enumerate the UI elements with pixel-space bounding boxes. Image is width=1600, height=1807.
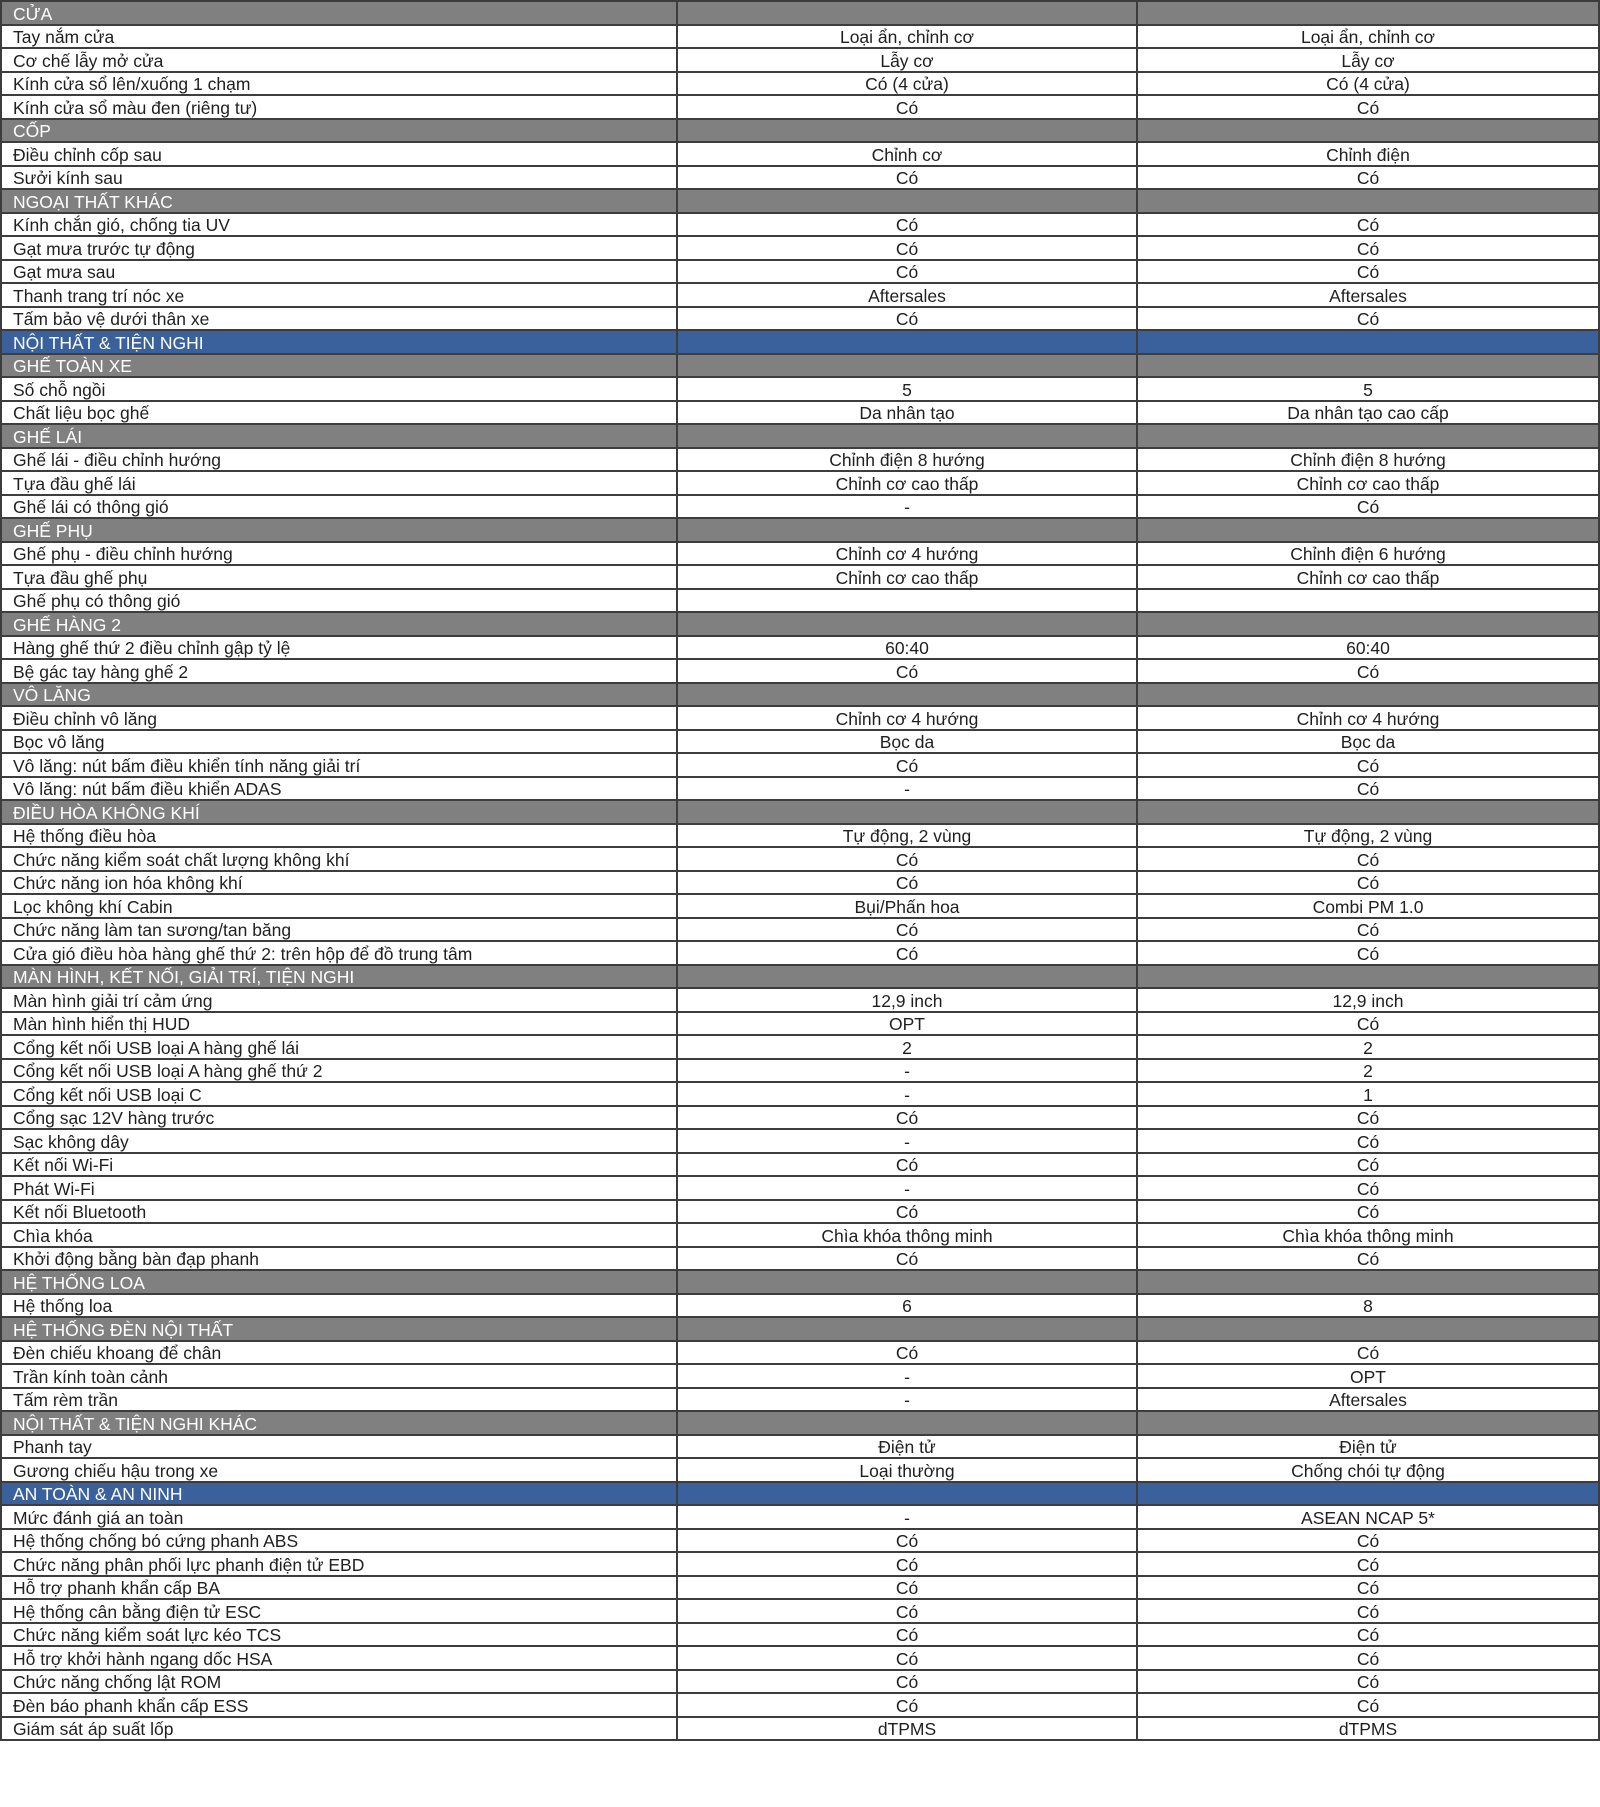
spec-value-col1: Có	[677, 1153, 1137, 1177]
spec-row	[1, 48, 1599, 72]
spec-table-body	[1, 1, 1599, 1740]
spec-value-col2: Có	[1137, 847, 1599, 871]
section-header	[1, 1411, 1599, 1435]
spec-label: Kính cửa sổ màu đen (riêng tư)	[1, 95, 677, 119]
section-title: GHẾ PHỤ	[1, 518, 677, 542]
spec-value-col2: Có	[1137, 918, 1599, 942]
spec-row	[1, 1176, 1599, 1200]
spec-value-col1: Loại ẩn, chỉnh cơ	[677, 25, 1137, 49]
spec-value-col2: Có	[1137, 1693, 1599, 1717]
spec-value-col2: 5	[1137, 377, 1599, 401]
spec-value-col2: Có	[1137, 307, 1599, 331]
spec-value-col2: Lẫy cơ	[1137, 48, 1599, 72]
spec-row	[1, 495, 1599, 519]
spec-value-col2: Chống chói tự động	[1137, 1458, 1599, 1482]
spec-value-col2: Có	[1137, 1200, 1599, 1224]
section-fill-cell	[677, 683, 1137, 707]
section-title: NỘI THẤT & TIỆN NGHI KHÁC	[1, 1411, 677, 1435]
section-header	[1, 1317, 1599, 1341]
spec-label: Kính cửa sổ lên/xuống 1 chạm	[1, 72, 677, 96]
spec-row	[1, 824, 1599, 848]
spec-label: Chức năng kiểm soát chất lượng không khí	[1, 847, 677, 871]
spec-label: Hệ thống điều hòa	[1, 824, 677, 848]
section-title: VÔ LĂNG	[1, 683, 677, 707]
spec-value-col1: Có	[677, 1576, 1137, 1600]
spec-value-col1: Có	[677, 1599, 1137, 1623]
spec-value-col2: Có	[1137, 1153, 1599, 1177]
spec-label: Vô lăng: nút bấm điều khiển ADAS	[1, 777, 677, 801]
spec-label: Chất liệu bọc ghế	[1, 401, 677, 425]
spec-label: Hàng ghế thứ 2 điều chỉnh gập tỷ lệ	[1, 636, 677, 660]
spec-value-col1: -	[677, 1388, 1137, 1412]
spec-value-col2: Có	[1137, 95, 1599, 119]
spec-value-col1: Có	[677, 753, 1137, 777]
spec-label: Chức năng kiểm soát lực kéo TCS	[1, 1623, 677, 1647]
spec-row	[1, 25, 1599, 49]
spec-row	[1, 636, 1599, 660]
spec-value-col2: ASEAN NCAP 5*	[1137, 1505, 1599, 1529]
spec-row	[1, 72, 1599, 96]
spec-value-col2: Có	[1137, 1552, 1599, 1576]
section-header	[1, 800, 1599, 824]
spec-label: Phanh tay	[1, 1435, 677, 1459]
spec-value-col2: Combi PM 1.0	[1137, 894, 1599, 918]
spec-row	[1, 589, 1599, 613]
spec-value-col1: OPT	[677, 1012, 1137, 1036]
section-fill-cell	[677, 1317, 1137, 1341]
spec-value-col2: 60:40	[1137, 636, 1599, 660]
spec-label: Tấm bảo vệ dưới thân xe	[1, 307, 677, 331]
spec-value-col1: Bọc da	[677, 730, 1137, 754]
spec-value-col2: 2	[1137, 1059, 1599, 1083]
spec-label: Hệ thống loa	[1, 1294, 677, 1318]
spec-label: Kính chắn gió, chống tia UV	[1, 213, 677, 237]
spec-row	[1, 448, 1599, 472]
spec-label: Tấm rèm trần	[1, 1388, 677, 1412]
spec-label: Gương chiếu hậu trong xe	[1, 1458, 677, 1482]
spec-value-col1: Chỉnh cơ cao thấp	[677, 565, 1137, 589]
spec-value-col1: -	[677, 777, 1137, 801]
section-header	[1, 119, 1599, 143]
section-fill-cell	[677, 424, 1137, 448]
spec-label: Hỗ trợ phanh khẩn cấp BA	[1, 1576, 677, 1600]
section-header	[1, 518, 1599, 542]
spec-row	[1, 1294, 1599, 1318]
spec-label: Cổng sạc 12V hàng trước	[1, 1106, 677, 1130]
spec-value-col1: 2	[677, 1035, 1137, 1059]
spec-label: Điều chỉnh cốp sau	[1, 142, 677, 166]
spec-value-col2: Bọc da	[1137, 730, 1599, 754]
spec-value-col2: Loại ẩn, chỉnh cơ	[1137, 25, 1599, 49]
spec-label: Tựa đầu ghế lái	[1, 471, 677, 495]
spec-row	[1, 1693, 1599, 1717]
spec-label: Trần kính toàn cảnh	[1, 1364, 677, 1388]
spec-row	[1, 871, 1599, 895]
spec-label: Cổng kết nối USB loại A hàng ghế lái	[1, 1035, 677, 1059]
spec-value-col2: Tự động, 2 vùng	[1137, 824, 1599, 848]
spec-row	[1, 659, 1599, 683]
section-fill-cell	[677, 612, 1137, 636]
spec-label: Chức năng phân phối lực phanh điện tử EBD	[1, 1552, 677, 1576]
spec-row	[1, 260, 1599, 284]
spec-label: Chức năng chống lật ROM	[1, 1670, 677, 1694]
spec-row	[1, 1576, 1599, 1600]
spec-value-col1: -	[677, 495, 1137, 519]
spec-row	[1, 988, 1599, 1012]
spec-value-col2: Có	[1137, 753, 1599, 777]
spec-value-col1: 6	[677, 1294, 1137, 1318]
spec-value-col1: Bụi/Phấn hoa	[677, 894, 1137, 918]
spec-value-col2: Có (4 cửa)	[1137, 72, 1599, 96]
spec-label: Sưởi kính sau	[1, 166, 677, 190]
section-fill-cell	[677, 1411, 1137, 1435]
section-header	[1, 354, 1599, 378]
spec-row	[1, 1364, 1599, 1388]
spec-value-col1: Điện tử	[677, 1435, 1137, 1459]
spec-value-col2: 8	[1137, 1294, 1599, 1318]
spec-row	[1, 1129, 1599, 1153]
spec-row	[1, 1717, 1599, 1741]
spec-value-col1: Có	[677, 871, 1137, 895]
spec-row	[1, 1599, 1599, 1623]
spec-row	[1, 730, 1599, 754]
section-fill-cell	[1137, 1270, 1599, 1294]
spec-row	[1, 1223, 1599, 1247]
spec-value-col1: Da nhân tạo	[677, 401, 1137, 425]
section-title: HỆ THỐNG ĐÈN NỘI THẤT	[1, 1317, 677, 1341]
spec-value-col2: Có	[1137, 495, 1599, 519]
spec-value-col1: Lẫy cơ	[677, 48, 1137, 72]
spec-value-col2: Có	[1137, 1623, 1599, 1647]
spec-value-col1: Tự động, 2 vùng	[677, 824, 1137, 848]
section-header	[1, 1, 1599, 25]
spec-value-col2: Chỉnh cơ cao thấp	[1137, 565, 1599, 589]
spec-row	[1, 1106, 1599, 1130]
section-header	[1, 1270, 1599, 1294]
spec-label: Giám sát áp suất lốp	[1, 1717, 677, 1741]
section-header	[1, 612, 1599, 636]
section-header	[1, 189, 1599, 213]
section-fill-cell	[1137, 1411, 1599, 1435]
spec-value-col1: Có	[677, 1200, 1137, 1224]
spec-value-col1: Loại thường	[677, 1458, 1137, 1482]
section-fill-cell	[677, 800, 1137, 824]
spec-row	[1, 1529, 1599, 1553]
spec-label: Hỗ trợ khởi hành ngang dốc HSA	[1, 1646, 677, 1670]
section-header	[1, 424, 1599, 448]
spec-value-col1: Có	[677, 918, 1137, 942]
spec-row	[1, 471, 1599, 495]
spec-value-col2: Da nhân tạo cao cấp	[1137, 401, 1599, 425]
spec-row	[1, 1552, 1599, 1576]
major-section-header	[1, 330, 1599, 354]
spec-label: Tay nắm cửa	[1, 25, 677, 49]
spec-label: Ghế phụ - điều chỉnh hướng	[1, 542, 677, 566]
spec-value-col1: Có	[677, 1106, 1137, 1130]
spec-value-col1: Có	[677, 236, 1137, 260]
spec-row	[1, 1035, 1599, 1059]
major-section-header	[1, 1482, 1599, 1506]
spec-row	[1, 941, 1599, 965]
spec-row	[1, 377, 1599, 401]
section-title: ĐIỀU HÒA KHÔNG KHÍ	[1, 800, 677, 824]
section-header	[1, 683, 1599, 707]
spec-value-col1: Có	[677, 1341, 1137, 1365]
spec-value-col1: Có	[677, 260, 1137, 284]
spec-row	[1, 753, 1599, 777]
spec-value-col2: dTPMS	[1137, 1717, 1599, 1741]
spec-label: Cổng kết nối USB loại A hàng ghế thứ 2	[1, 1059, 677, 1083]
section-fill-cell	[677, 965, 1137, 989]
spec-label: Thanh trang trí nóc xe	[1, 283, 677, 307]
spec-value-col2: OPT	[1137, 1364, 1599, 1388]
spec-value-col2: Có	[1137, 871, 1599, 895]
spec-row	[1, 918, 1599, 942]
section-title: CỬA	[1, 1, 677, 25]
spec-label: Hệ thống chống bó cứng phanh ABS	[1, 1529, 677, 1553]
spec-value-col2: Aftersales	[1137, 1388, 1599, 1412]
spec-value-col1: -	[677, 1129, 1137, 1153]
spec-value-col2: Có	[1137, 236, 1599, 260]
spec-value-col2: Có	[1137, 1576, 1599, 1600]
spec-row	[1, 1012, 1599, 1036]
spec-value-col1: Có	[677, 95, 1137, 119]
spec-value-col1: Có	[677, 1646, 1137, 1670]
spec-row	[1, 401, 1599, 425]
spec-label: Kết nối Bluetooth	[1, 1200, 677, 1224]
spec-value-col2: Có	[1137, 1599, 1599, 1623]
spec-row	[1, 1388, 1599, 1412]
spec-value-col1: Có	[677, 1529, 1137, 1553]
section-fill-cell	[677, 1, 1137, 25]
spec-row	[1, 307, 1599, 331]
spec-value-col2	[1137, 589, 1599, 613]
section-title: GHẾ HÀNG 2	[1, 612, 677, 636]
spec-row	[1, 894, 1599, 918]
spec-value-col1: Có	[677, 847, 1137, 871]
spec-value-col1: 12,9 inch	[677, 988, 1137, 1012]
section-fill-cell	[1137, 119, 1599, 143]
spec-value-col2: Điện tử	[1137, 1435, 1599, 1459]
spec-value-col1: Chỉnh cơ 4 hướng	[677, 542, 1137, 566]
spec-row	[1, 1458, 1599, 1482]
section-fill-cell	[677, 354, 1137, 378]
spec-row	[1, 1082, 1599, 1106]
section-fill-cell	[1137, 800, 1599, 824]
spec-label: Mức đánh giá an toàn	[1, 1505, 677, 1529]
spec-label: Tựa đầu ghế phụ	[1, 565, 677, 589]
spec-row	[1, 1341, 1599, 1365]
spec-row	[1, 542, 1599, 566]
spec-row	[1, 1200, 1599, 1224]
spec-value-col1: Chỉnh điện 8 hướng	[677, 448, 1137, 472]
section-fill-cell	[1137, 424, 1599, 448]
spec-label: Ghế lái có thông gió	[1, 495, 677, 519]
spec-label: Gạt mưa sau	[1, 260, 677, 284]
spec-value-col1: 5	[677, 377, 1137, 401]
section-title: GHẾ LÁI	[1, 424, 677, 448]
spec-row	[1, 565, 1599, 589]
section-title: NGOẠI THẤT KHÁC	[1, 189, 677, 213]
section-fill-cell	[1137, 189, 1599, 213]
spec-value-col1: 60:40	[677, 636, 1137, 660]
spec-value-col2: Chỉnh điện 8 hướng	[1137, 448, 1599, 472]
spec-value-col2: Có	[1137, 260, 1599, 284]
section-fill-cell	[677, 330, 1137, 354]
spec-value-col2: Có	[1137, 1012, 1599, 1036]
section-title: NỘI THẤT & TIỆN NGHI	[1, 330, 677, 354]
spec-row	[1, 1059, 1599, 1083]
spec-row	[1, 142, 1599, 166]
spec-label: Điều chỉnh vô lăng	[1, 706, 677, 730]
spec-value-col2: Chỉnh cơ 4 hướng	[1137, 706, 1599, 730]
spec-value-col1: -	[677, 1505, 1137, 1529]
spec-value-col1: Có	[677, 166, 1137, 190]
spec-row	[1, 95, 1599, 119]
spec-label: Cổng kết nối USB loại C	[1, 1082, 677, 1106]
spec-value-col1: -	[677, 1059, 1137, 1083]
spec-value-col1: Chỉnh cơ 4 hướng	[677, 706, 1137, 730]
spec-value-col1: dTPMS	[677, 1717, 1137, 1741]
spec-value-col1: Có	[677, 1552, 1137, 1576]
spec-label: Màn hình hiển thị HUD	[1, 1012, 677, 1036]
spec-label: Chìa khóa	[1, 1223, 677, 1247]
spec-value-col2: Có	[1137, 1129, 1599, 1153]
spec-label: Ghế lái - điều chỉnh hướng	[1, 448, 677, 472]
spec-value-col1	[677, 589, 1137, 613]
spec-label: Cơ chế lẫy mở cửa	[1, 48, 677, 72]
spec-row	[1, 777, 1599, 801]
spec-label: Bệ gác tay hàng ghế 2	[1, 659, 677, 683]
spec-label: Sạc không dây	[1, 1129, 677, 1153]
spec-value-col2: Có	[1137, 1670, 1599, 1694]
spec-label: Ghế phụ có thông gió	[1, 589, 677, 613]
spec-label: Số chỗ ngồi	[1, 377, 677, 401]
spec-value-col1: Có	[677, 1623, 1137, 1647]
spec-value-col1: Có	[677, 941, 1137, 965]
spec-row	[1, 1435, 1599, 1459]
spec-value-col1: Có	[677, 1693, 1137, 1717]
spec-row	[1, 1247, 1599, 1271]
section-fill-cell	[677, 1482, 1137, 1506]
spec-value-col1: -	[677, 1082, 1137, 1106]
spec-label: Màn hình giải trí cảm ứng	[1, 988, 677, 1012]
spec-value-col2: 12,9 inch	[1137, 988, 1599, 1012]
spec-row	[1, 706, 1599, 730]
spec-value-col1: Có	[677, 213, 1137, 237]
spec-row	[1, 1670, 1599, 1694]
spec-value-col2: Có	[1137, 1529, 1599, 1553]
spec-value-col1: -	[677, 1364, 1137, 1388]
spec-label: Lọc không khí Cabin	[1, 894, 677, 918]
section-title: AN TOÀN & AN NINH	[1, 1482, 677, 1506]
section-fill-cell	[1137, 1482, 1599, 1506]
spec-value-col2: Có	[1137, 1341, 1599, 1365]
spec-row	[1, 847, 1599, 871]
spec-value-col1: Chỉnh cơ	[677, 142, 1137, 166]
section-title: CỐP	[1, 119, 677, 143]
spec-value-col2: Aftersales	[1137, 283, 1599, 307]
spec-value-col2: Chỉnh cơ cao thấp	[1137, 471, 1599, 495]
spec-value-col2: Chỉnh điện	[1137, 142, 1599, 166]
spec-label: Đèn chiếu khoang để chân	[1, 1341, 677, 1365]
spec-row	[1, 166, 1599, 190]
section-fill-cell	[677, 189, 1137, 213]
spec-label: Gạt mưa trước tự động	[1, 236, 677, 260]
section-fill-cell	[1137, 1, 1599, 25]
section-fill-cell	[677, 119, 1137, 143]
spec-value-col2: 2	[1137, 1035, 1599, 1059]
section-fill-cell	[1137, 518, 1599, 542]
spec-label: Kết nối Wi-Fi	[1, 1153, 677, 1177]
spec-label: Phát Wi-Fi	[1, 1176, 677, 1200]
section-fill-cell	[677, 518, 1137, 542]
spec-label: Hệ thống cân bằng điện tử ESC	[1, 1599, 677, 1623]
section-fill-cell	[1137, 965, 1599, 989]
spec-label: Bọc vô lăng	[1, 730, 677, 754]
section-fill-cell	[1137, 1317, 1599, 1341]
spec-row	[1, 1623, 1599, 1647]
spec-row	[1, 213, 1599, 237]
spec-value-col1: Có	[677, 1670, 1137, 1694]
section-fill-cell	[1137, 354, 1599, 378]
spec-value-col2: Có	[1137, 1106, 1599, 1130]
section-title: MÀN HÌNH, KẾT NỐI, GIẢI TRÍ, TIỆN NGHI	[1, 965, 677, 989]
spec-value-col2: Chìa khóa thông minh	[1137, 1223, 1599, 1247]
spec-label: Cửa gió điều hòa hàng ghế thứ 2: trên hộp để đồ trung tâm	[1, 941, 677, 965]
spec-row	[1, 283, 1599, 307]
spec-value-col1: Aftersales	[677, 283, 1137, 307]
spec-label: Vô lăng: nút bấm điều khiển tính năng giải trí	[1, 753, 677, 777]
spec-value-col2: Có	[1137, 777, 1599, 801]
spec-value-col2: Có	[1137, 213, 1599, 237]
spec-value-col2: Có	[1137, 1646, 1599, 1670]
spec-label: Khởi động bằng bàn đạp phanh	[1, 1247, 677, 1271]
spec-value-col2: 1	[1137, 1082, 1599, 1106]
spec-label: Chức năng ion hóa không khí	[1, 871, 677, 895]
spec-row	[1, 1153, 1599, 1177]
section-fill-cell	[677, 1270, 1137, 1294]
spec-value-col1: Có	[677, 1247, 1137, 1271]
section-title: HỆ THỐNG LOA	[1, 1270, 677, 1294]
spec-row	[1, 1505, 1599, 1529]
spec-value-col1: Chỉnh cơ cao thấp	[677, 471, 1137, 495]
spec-row	[1, 1646, 1599, 1670]
spec-value-col1: -	[677, 1176, 1137, 1200]
spec-value-col2: Có	[1137, 659, 1599, 683]
spec-value-col1: Có	[677, 307, 1137, 331]
spec-label: Đèn báo phanh khẩn cấp ESS	[1, 1693, 677, 1717]
section-title: GHẾ TOÀN XE	[1, 354, 677, 378]
spec-value-col1: Có (4 cửa)	[677, 72, 1137, 96]
spec-value-col2: Có	[1137, 166, 1599, 190]
spec-value-col2: Chỉnh điện 6 hướng	[1137, 542, 1599, 566]
spec-value-col2: Có	[1137, 1247, 1599, 1271]
section-fill-cell	[1137, 683, 1599, 707]
spec-value-col2: Có	[1137, 941, 1599, 965]
spec-value-col1: Có	[677, 659, 1137, 683]
spec-value-col1: Chìa khóa thông minh	[677, 1223, 1137, 1247]
spec-value-col2: Có	[1137, 1176, 1599, 1200]
spec-row	[1, 236, 1599, 260]
spec-label: Chức năng làm tan sương/tan băng	[1, 918, 677, 942]
section-fill-cell	[1137, 612, 1599, 636]
section-fill-cell	[1137, 330, 1599, 354]
section-header	[1, 965, 1599, 989]
